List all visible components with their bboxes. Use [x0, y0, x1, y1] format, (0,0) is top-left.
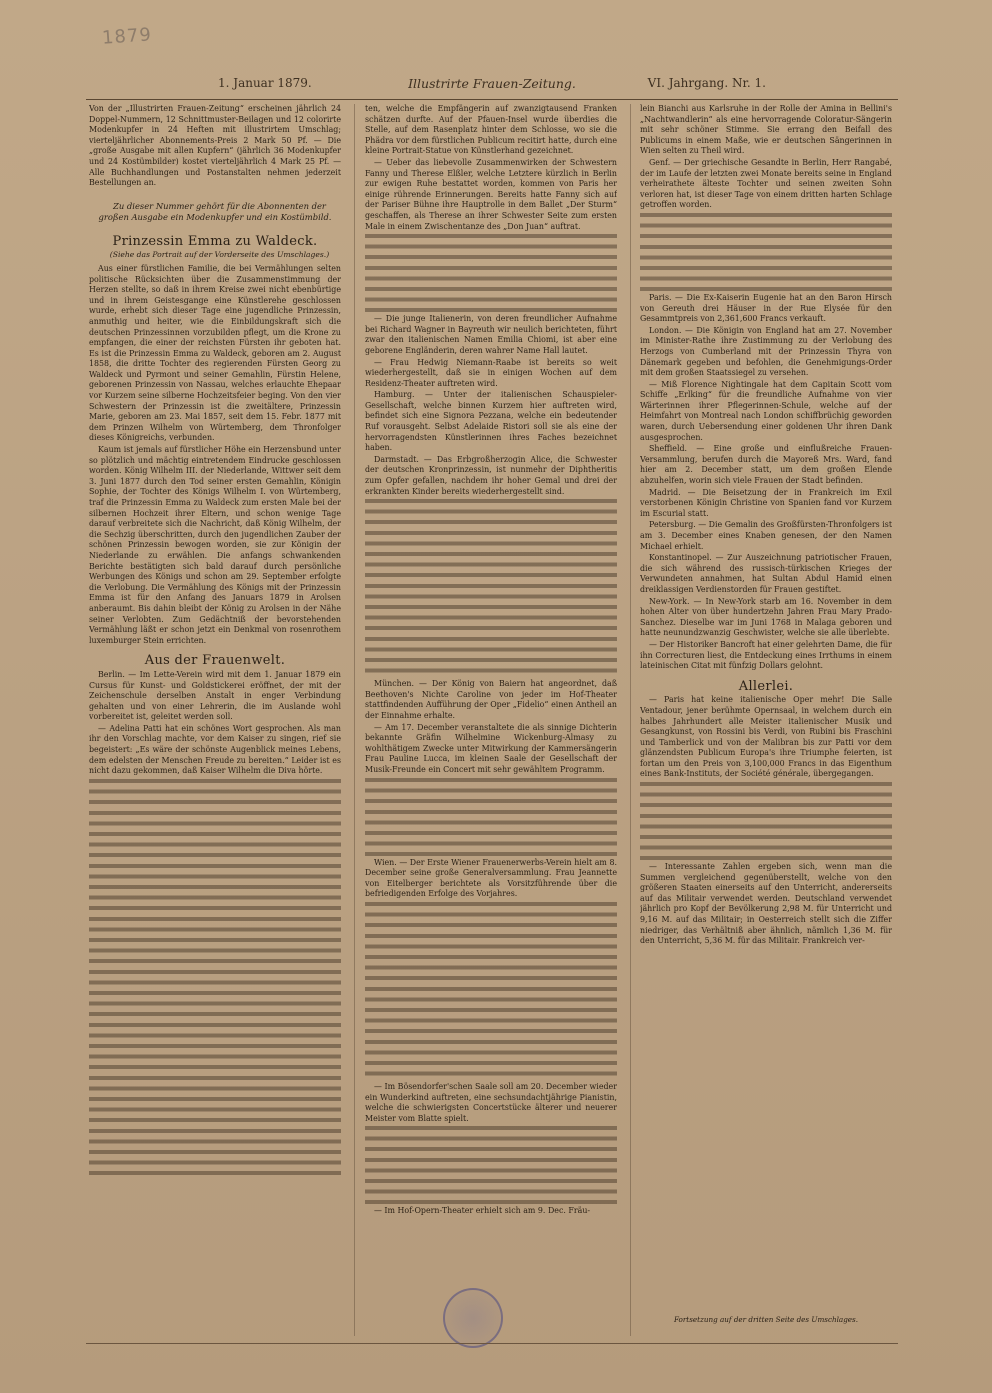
text-lines-continuation: [365, 499, 617, 679]
article-paragraph: — Die junge Italienerin, von deren freundlicher Aufnahme bei Richard Wagner in Bayreuth wir neulich berichteten, führt zwar den italienischen Namen Emilia Chiomi, ist aber eine geborene Engländerin, deren wahrer Name Hall lautet.: [365, 314, 617, 355]
text-lines-continuation: [640, 782, 892, 862]
library-stamp-icon: [443, 1288, 503, 1348]
subscription-info: Von der „Illustrirten Frauen-Zeitung“ erscheinen jährlich 24 Doppel-Nummern, 12 Schnittmuster-Beilagen und 12 colorirte Modenkupfer in 24 Heften mit illustrirtem Umschlag; vierteljährlicher Abonnements-Preis 2 Mark 50 Pf. — Die „große Ausgabe mit allen Kupfern“ (jährlich 36 Modenkupfer und 24 Kostümbilder) kostet vierteljährlich 4 Mark 25 Pf. — Alle Buchhandlungen und Postanstalten nehmen jederzeit Bestellungen an.: [89, 104, 341, 188]
text-lines-continuation: [365, 1126, 617, 1206]
article-paragraph: Aus einer fürstlichen Familie, die bei Vermählungen selten politische Rücksichten über die Zusammenstimmung der Herzen stellte, so daß in ihrem Kreise zwei nicht ebenbürtige und in ihrem Geistesgange eine Künstlerehe geschlossen wurde, erhebt sich dieser Tage eine jugendliche Prinzessin, anmuthig und heiter, wie die Einbildungskraft sich die deutschen Prinzessinnen vorzubilden pflegt, um die Krone zu empfangen, die einer der reichsten Fürsten ihr geboten hat. Es ist die Prinzessin Emma zu Waldeck, geboren am 2. August 1858, die dritte Tochter des regierenden Fürsten Georg zu Waldeck und Pyrmont und seiner Gemahlin, Fürstin Helene, geborenen Prinzessin von Nassau, welches erlauchte Ehepaar vor Kurzem seine silberne Hochzeitsfeier beging. Von den vier Schwestern der Prinzessin ist die zweitältere, Prinzessin Marie, geboren am 23. Mai 1857, seit dem 15. Febr. 1877 mit dem Prinzen Wilhelm von Würtemberg, dem Thronfolger dieses Königreichs, verbunden.: [89, 263, 341, 443]
text-lines-continuation: [89, 779, 341, 1179]
continuation-note: Fortsetzung auf der dritten Seite des Umschlages.: [673, 1315, 859, 1324]
article-paragraph: Darmstadt. — Das Erbgroßherzogin Alice, die Schwester der deutschen Kronprinzessin, ist nunmehr der Diphtheritis zum Opfer gefallen, nachdem ihr hoher Gemal und drei der erkrankten Kinder bereits wiederhergestellt sind.: [365, 454, 617, 496]
article-paragraph: — Interessante Zahlen ergeben sich, wenn man die Summen vergleichend gegenüberstellt, welche von den größeren Staaten einerseits auf den Unterricht, andererseits auf das Militair verwendet werden. Deutschland verwendet jährlich pro Kopf der Bevölkerung 2,98 M. für Unterricht und 9,16 M. auf das Militair; in Oesterreich stellt sich die Ziffer niedriger, das Verhältniß aber ähnlich, nämlich 1,36 M. für den Unterricht, 5,36 M. für das Militair. Frankreich ver-: [640, 862, 892, 946]
article-paragraph: — Adelina Patti hat ein schönes Wort gesprochen. Als man ihr den Vorschlag machte, vor dem Kaiser zu singen, rief sie begeistert: „Es wäre der schönste Augenblick meines Lebens, dem edelsten der Menschen Freude zu bereiten.“ Leider ist es nicht dazu gekommen, daß Kaiser Wilhelm die Diva hörte.: [89, 723, 341, 776]
article-title-emma: Prinzessin Emma zu Waldeck.: [112, 233, 318, 249]
article-paragraph: Berlin. — Im Lette-Verein wird mit dem 1. Januar 1879 ein Cursus für Kunst- und Goldstickerei eröffnet, der mit der Zeichenschule derselben Anstalt in enger Verbindung gehalten und von einer Lehrerin, die im Auslande wohl vorbereitet ist, geleitet werden soll.: [89, 669, 341, 722]
article-title-frauenwelt: Aus der Frauenwelt.: [144, 653, 286, 669]
article-paragraph: — Im Hof-Opern-Theater erhielt sich am 9. Dec. Fräu-: [374, 1206, 591, 1216]
article-title-allerlei: Allerlei.: [738, 678, 794, 694]
header-date: 1. Januar 1879.: [218, 76, 312, 90]
article-paragraph: Paris. — Die Ex-Kaiserin Eugenie hat an den Baron Hirsch von Gereuth drei Häuser in der Rue Elysée für den Gesammtpreis von 2,361,600 Francs verkauft.: [640, 292, 892, 324]
column-divider-2: [630, 104, 631, 1336]
footer-rule: [86, 1343, 898, 1344]
header-volume: VI. Jahrgang. Nr. 1.: [647, 76, 766, 90]
article-paragraph: — Frau Hedwig Niemann-Raabe ist bereits so weit wiederhergestellt, daß sie in einigen Wochen auf dem Residenz-Theater auftreten wird.: [365, 357, 617, 388]
article-paragraph: — Ueber das liebevolle Zusammenwirken der Schwestern Fanny und Therese Elßler, welche Letztere kürzlich in Berlin zur ewigen Ruhe bestattet worden, kommen von Paris her einige rührende Erinnerungen. Bereits hatte Fanny sich auf der Pariser Bühne ihre Hauptrolle in dem Ballet „Der Sturm“ geschaffen, als Therese an ihrer Schwester Seite zum ersten Male in einem Zwischentanze des „Don Juan“ auftrat.: [365, 157, 617, 231]
text-lines-continuation: [365, 902, 617, 1082]
article-paragraph: — Am 17. December veranstaltete die als sinnige Dichterin bekannte Gräfin Wilhelmine Wickenburg-Almasy zu wohlthätigem Zwecke unter Mitwirkung der Kammersängerin Frau Pauline Lucca, im kleinen Saale der Gesellschaft der Musik-Freunde ein Concert mit sehr gewähltem Programm.: [365, 722, 617, 774]
text-lines-continuation: [365, 234, 617, 314]
article-paragraph: lein Bianchi aus Karlsruhe in der Rolle der Amina in Bellini's „Nachtwandlerin“ als eine hervorragende Coloratur-Sängerin mit sehr schöner Stimme. Sie errang den Beifall des Publicums in einem Maße, wie er deutschen Sängerinnen in Wien selten zu Theil wird.: [640, 104, 892, 156]
article-paragraph: München. — Der König von Baiern hat angeordnet, daß Beethoven's Nichte Caroline von jeder im Hof-Theater stattfindenden Aufführung der Oper „Fidelio“ einen Antheil an der Einnahme erhalte.: [365, 679, 617, 720]
header-rule: [86, 99, 898, 100]
column-1: [89, 104, 341, 1336]
page-header: [218, 72, 766, 98]
article-subtitle-emma: (Siehe das Portrait auf der Vorderseite des Umschlages.): [109, 250, 330, 260]
article-paragraph: — Miß Florence Nightingale hat dem Capitain Scott vom Schiffe „Erlking“ für die freundliche Aufnahme von vier Wärterinnen ihrer Pflegerinnen-Schule, welche auf der Heimfahrt von Montreal nach London schiffbrüchig geworden waren, durch Uebersendung einer goldenen Uhr ihren Dank ausgesprochen.: [640, 379, 892, 442]
supplement-notice: Zu dieser Nummer gehört für die Abonnenten der großen Ausgabe ein Modenkupfer und ein Kostümbild.: [98, 200, 332, 222]
article-paragraph: Hamburg. — Unter der italienischen Schauspieler-Gesellschaft, welche binnen Kurzem hier auftreten wird, befindet sich eine Signora Pezzana, welche ein bedeutender Ruf vorausgeht. Selbst Adelaide Ristori soll sie als eine der hervorragendsten Künstlerinnen ihres Faches bezeichnet haben.: [365, 390, 617, 453]
header-title: Illustrirte Frauen-Zeitung.: [408, 76, 576, 91]
article-paragraph: Genf. — Der griechische Gesandte in Berlin, Herr Rangabé, der im Laufe der letzten zwei Monate bereits seine in England verheirathete älteste Tochter und seinen zweiten Sohn verloren hat, ist dieser Tage von einem dritten harten Schlage getroffen worden.: [640, 157, 892, 210]
text-lines-continuation: [365, 778, 617, 858]
text-lines-continuation: [640, 213, 892, 293]
article-paragraph: Sheffield. — Eine große und einflußreiche Frauen-Versammlung, berufen durch die Mayoreß Mrs. Ward, fand hier am 2. December statt, um dem großen Elende abzuhelfen, worin sich viele Frauen der Stadt befinden.: [640, 444, 892, 486]
article-paragraph: ten, welche die Empfängerin auf zwanzigtausend Franken schätzen durfte. Auf der Pfauen-Insel wurde überdies die Stelle, auf dem Rasenplatz hinter dem Schlosse, wo sie die Phädra vor dem fürstlichen Publicum recitirt hatte, durch eine kleine Portrait-Statue von Künstlerhand gezeichnet.: [365, 104, 617, 156]
article-paragraph: Petersburg. — Die Gemalin des Großfürsten-Thronfolgers ist am 3. December eines Knaben genesen, der den Namen Michael erhielt.: [640, 520, 892, 551]
article-paragraph: Kaum ist jemals auf fürstlicher Höhe ein Herzensbund unter so plötzlich und mächtig eintretendem Eindrucke geschlossen worden. König Wilhelm III. der Niederlande, Wittwer seit dem 3. Juni 1877 durch den Tod seiner ersten Gemahlin, Königin Sophie, der Tochter des Königs Wilhelm I. von Würtemberg, traf die Prinzessin Emma zu Waldeck zum ersten Male bei der silbernen Hochzeit ihrer Eltern, und schon wenige Tage darauf verbreitete sich die Nachricht, daß König Wilhelm, der die Sechzig überschritten, durch den jugendlichen Zauber der schönen Prinzessin bewogen worden, sie zur Königin der Niederlande zu erwählen. Die anfangs schwankenden Berichte bestätigten sich bald darauf durch persönliche Werbungen des Königs und schon am 29. September erfolgte die Verlobung. Die Vermählung des Königs mit der Prinzessin Emma ist für den Anfang des Januars 1879 in Arolsen anberaumt. Bis dahin bleibt der König zu Arolsen in der Nähe seiner Verlobten. Zum Gedächtniß der bevorstehenden Vermählung läßt er schon jetzt ein Denkmal von rosenrothem luxemburger Stein errichten.: [89, 445, 341, 645]
article-paragraph: Madrid. — Die Beisetzung der in Frankreich im Exil verstorbenen Königin Christine von Spanien fand vor Kurzem im Escurial statt.: [640, 487, 892, 518]
column-divider-1: [354, 104, 355, 1336]
article-paragraph: — Paris hat keine italienische Oper mehr! Die Salle Ventadour, jener berühmte Opernsaal, in welchem durch ein halbes Jahrhundert alle Meister italienischer Musik und Gesangkunst, von Rossini bis Verdi, von Rubini bis Fraschini und Tamberlick und von der Malibran bis zur Patti vor dem glänzendsten Publicum Europa's ihre Triumphe feierten, ist fortan um den Preis von 3,100,000 Francs in das Eigenthum eines Bank-Instituts, der Société générale, übergegangen.: [640, 695, 892, 779]
article-paragraph: London. — Die Königin von England hat am 27. November im Minister-Rathe ihre Zustimmung zu der Verlobung des Herzogs von Cumberland mit der Prinzessin Thyra von Dänemark gegeben und befohlen, die Genehmigungs-Order mit dem großen Staatssiegel zu versehen.: [640, 325, 892, 378]
article-paragraph: Wien. — Der Erste Wiener Frauenerwerbs-Verein hielt am 8. December seine große Generalversammlung. Frau Jeannette von Eitelberger berichtete als Vorsitzführende über die befriedigenden Erfolge des Vorjahres.: [365, 857, 617, 899]
article-paragraph: New-York. — In New-York starb am 16. November in dem hohen Alter von über hundertzehn Jahren Frau Mary Prado-Sanchez. Dieselbe war im Juni 1768 in Malaga geboren und hatte neunundzwanzig Geschwister, welche sie alle überlebte.: [640, 596, 892, 638]
article-paragraph: — Im Bösendorfer'schen Saale soll am 20. December wieder ein Wunderkind auftreten, eine sechsundachtjährige Pianistin, welche die schwierigsten Concertstücke älterer und neuerer Meister vom Blatte spielt.: [365, 1081, 617, 1123]
pencil-annotation: 1879: [101, 24, 153, 49]
column-3: [640, 104, 892, 1336]
column-2: [365, 104, 617, 1336]
article-paragraph: Konstantinopel. — Zur Auszeichnung patriotischer Frauen, die sich während des russisch-türkischen Krieges der Verwundeten annahmen, hat Sultan Abdul Hamid einen dreiklassigen Verdienstorden für Frauen gestiftet.: [640, 553, 892, 594]
article-paragraph: — Der Historiker Bancroft hat einer gelehrten Dame, die für ihn Correcturen liest, die Entdeckung eines Irrthums in einem lateinischen Citat mit fünfzig Dollars gelohnt.: [640, 639, 892, 671]
